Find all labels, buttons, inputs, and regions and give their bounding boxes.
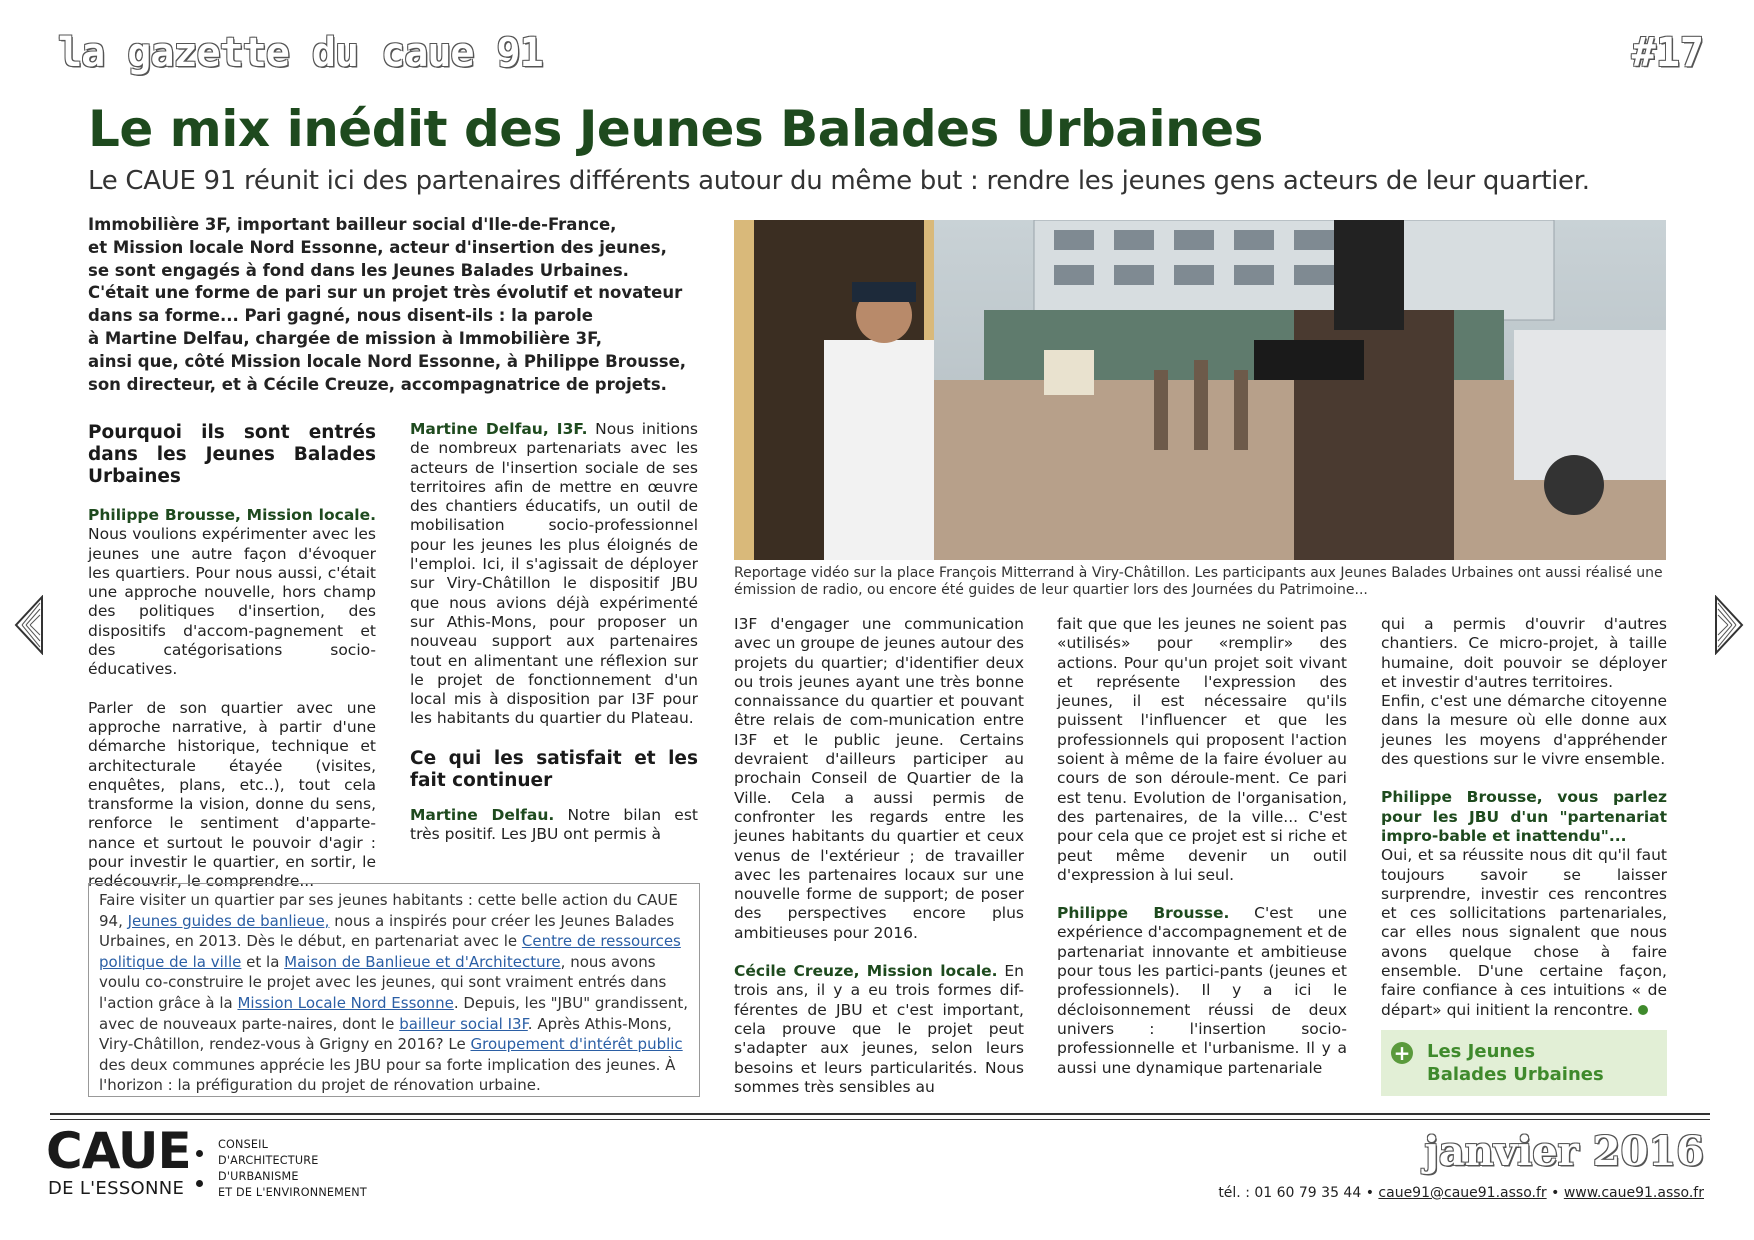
intro-line: son directeur, et à Cécile Creuze, accompagnatrice de projets.: [88, 374, 667, 394]
speaker-name: Philippe Brousse, Mission locale.: [88, 506, 376, 524]
jbu-link-button[interactable]: [1381, 1030, 1667, 1096]
paragraph-text: En trois ans, il y a eu trois formes dif-férentes de JBU et c'est important, cela prouve que le projet peut s'adapter aux jeunes, selon leurs besoins et leurs particularités. Nous sommes très sensibles au: [734, 962, 1024, 1096]
jbu-label-line: Balades Urbaines: [1427, 1064, 1604, 1085]
paragraph: Parler de son quartier avec une approche narrative, à partir d'une démarche historique, technique et architecturale étayée (visites, enquêtes, plans, etc..), tout cela transforme la vision, donne du sens, renforce le sentiment d'apparte-nance et surtout le pouvoir d'agir : pour investir le quartier, en sortir, le redécouvrir, le comprendre...: [88, 698, 376, 891]
paragraph-text: C'est une expérience d'accompagnement et de partenariat innovante et ambitieuse pour tous les partici-pants (jeunes et professionnels). Il y a ici le décloisonnement réussi de deux univers : l'insertion socio-professionnelle et l'urbanisme. Il y a aussi une dynamique partenariale: [1057, 904, 1347, 1077]
email-link[interactable]: caue91@caue91.asso.fr: [1378, 1185, 1547, 1201]
intro-line: C'était une forme de pari sur un projet très évolutif et novateur: [88, 283, 683, 303]
column-5: [1381, 615, 1667, 1020]
intro-line: se sont engagés à fond dans les Jeunes Balades Urbaines.: [88, 260, 629, 280]
intro-line: Immobilière 3F, important bailleur social d'Ile-de-France,: [88, 215, 617, 234]
paragraph: Enfin, c'est une démarche citoyenne dans la mesure où elle donne aux jeunes les moyens d'appréhender des questions sur le vivre ensemble.: [1381, 692, 1667, 769]
intro-line: ainsi que, côté Mission locale Nord Essonne, à Philippe Brousse,: [88, 351, 687, 371]
separator: •: [1546, 1185, 1564, 1201]
link-bailleur-i3f[interactable]: bailleur social I3F: [399, 1014, 528, 1033]
paragraph: [1381, 846, 1667, 1020]
intro-line: et Mission locale Nord Essonne, acteur d'insertion des jeunes,: [88, 237, 667, 257]
caue-desc-line: ET DE L'ENVIRONNEMENT: [218, 1186, 367, 1199]
plus-circle-icon: +: [1391, 1042, 1413, 1064]
paragraph-text: Oui, et sa réussite nous dit qu'il faut toujours savoir se laisser surprendre, investir ces rencontres et ces sollicitations partenariales, car elles nous signalent que nous avons quelque chose à faire ensemble. D'une certaine façon, faire confiance à ces intuitions « de départ» qui initient la rencontre.: [1381, 846, 1667, 1019]
section-heading: Ce qui les satisfait et les fait continuer: [410, 747, 698, 791]
speaker-name: Martine Delfau.: [410, 805, 555, 824]
paragraph: [410, 420, 698, 729]
link-maison-banlieue[interactable]: Maison de Banlieue et d'Architecture: [284, 952, 561, 971]
column-3: [734, 615, 1024, 1097]
paragraph-text: Nous voulions expérimenter avec les jeunes une autre façon d'évoquer les quartiers. Pour nous aussi, c'était une approche nouvelle, hors champ des politiques d'insertion, des dispositifs d'accom-pagnement et des catégorisations socio-éducatives.: [88, 525, 376, 679]
caue-desc-line: D'ARCHITECTURE: [218, 1154, 319, 1167]
caue-description: [218, 1137, 367, 1201]
info-box: [88, 883, 700, 1097]
article-subtitle: Le CAUE 91 réunit ici des partenaires différents autour du même but : rendre les jeunes gens acteurs de leur quartier.: [88, 166, 1590, 196]
logo-colon: [196, 1142, 204, 1192]
paragraph: fait que que les jeunes ne soient pas «utilisés» pour «remplir» des actions. Pour qu'un projet soit vivant et représente l'expression des jeunes, il est nécessaire qu'ils puissent l'influencer et que les professionnels qui proposent l'action soient à même de la faire évoluer au cours de son déroule-ment. Ce pari est tenu. Evolution de l'organisation, des partenaires, de la ville... C'est pour cela que ce projet est si riche et peut même devenir un outil d'expression à lui seul.: [1057, 615, 1347, 884]
photo-illustration: [734, 220, 1666, 560]
caue-logo: CAUE: [46, 1122, 191, 1180]
box-text: nous a inspirés pour créer les Jeunes Balades Urbaines, en 2013. Dès le début, en partenariat avec le: [99, 911, 675, 951]
caue-desc-line: D'URBANISME: [218, 1170, 299, 1183]
intro-paragraph: [88, 214, 688, 396]
link-centre-ressources[interactable]: Centre de ressources politique de la ville: [99, 932, 681, 971]
section-heading: Pourquoi ils sont entrés dans les Jeunes Balades Urbaines: [88, 422, 376, 487]
paragraph-text: Nous initions de nombreux partenariats avec les acteurs de l'insertion sociale de ses territoires afin de mettre en œuvre des chantiers éducatifs, un outil de mobilisation socio-professionnel pour les jeunes les plus éloignés de l'emploi. Ici, il s'agissait de déployer sur Viry-Châtillon le dispositif JBU que nous avions déjà expérimenté sur Athis-Mons, pour proposer un nouveau support aux partenaires tout en alimentant une réflexion sur le projet de fonctionnement d'un local mis à disposition par I3F pour les habitants du quartier du Plateau.: [410, 420, 698, 728]
publication-name: la gazette du caue 91: [58, 30, 543, 76]
link-jeunes-guides[interactable]: Jeunes guides de banlieue,: [127, 911, 330, 930]
paragraph: qui a permis d'ouvrir d'autres chantiers. Ce micro-projet, à taille humaine, doit pouvoir se déployer et investir d'autres territoires.: [1381, 615, 1667, 691]
next-page-button[interactable]: [1714, 595, 1744, 655]
intro-line: à Martine Delfau, chargée de mission à Immobilière 3F,: [88, 328, 603, 348]
column-2: [410, 420, 698, 844]
column-1: [88, 422, 376, 892]
speaker-name: Cécile Creuze, Mission locale.: [734, 962, 998, 981]
separator: •: [1361, 1185, 1379, 1201]
caue-logo-subtitle: DE L'ESSONNE: [48, 1178, 185, 1199]
box-text: et la: [241, 952, 285, 971]
link-mission-locale[interactable]: Mission Locale Nord Essonne: [237, 993, 454, 1012]
interview-question: Philippe Brousse, vous parlez pour les JBU d'un "partenariat impro-bable et inattendu"...: [1381, 788, 1667, 845]
box-text: Faire visiter un quartier par ses jeunes habitants : cette belle action du CAUE 94,: [99, 891, 678, 930]
article-photo: [734, 220, 1666, 560]
website-link[interactable]: www.caue91.asso.fr: [1563, 1185, 1704, 1201]
speaker-name: Philippe Brousse.: [1057, 904, 1230, 923]
link-groupement[interactable]: Groupement d'intérêt public: [470, 1035, 683, 1054]
prev-page-button[interactable]: [14, 595, 44, 655]
photo-caption: Reportage vidéo sur la place François Mitterrand à Viry-Châtillon. Les participants aux Jeunes Balades Urbaines ont aussi réalisé une émission de radio, ou encore été guides de leur quartier lors des Journées du Patrimoine...: [734, 565, 1663, 598]
paragraph: I3F d'engager une communication avec un groupe de jeunes autour des projets du quartier; d'identifier deux ou trois jeunes ayant une très bonne connaissance du quartier et pouvant être relais de com-munication entre I3F et le public jeune. Certains devraient d'ailleurs participer au prochain Conseil de Quartier de la Ville. Cela a aussi permis de confronter les regards entre les jeunes habitants du quartier et ceux venus de l'extérieur ; de travailler avec les partenaires locaux sur une nouvelle forme de support; de poser des perspectives encore plus ambitieuses pour 2016.: [734, 615, 1024, 942]
paragraph: [410, 806, 698, 845]
end-mark-icon: [1638, 1005, 1648, 1015]
phone-number: tél. : 01 60 79 35 44: [1218, 1185, 1362, 1201]
jbu-button-label: [1427, 1040, 1604, 1086]
speaker-name: Martine Delfau, I3F.: [410, 420, 588, 438]
paragraph: [1057, 904, 1347, 1078]
right-triangle-arrow-icon: [1714, 595, 1744, 655]
paragraph: [734, 962, 1024, 1097]
issue-date: janvier 2016: [1424, 1128, 1704, 1175]
box-text: . Depuis, les "JBU" grandissent, avec de nouveaux parte-naires, dont le: [99, 993, 689, 1033]
contact-info: [1218, 1185, 1704, 1201]
left-triangle-arrow-icon: [14, 595, 44, 655]
article-title: Le mix inédit des Jeunes Balades Urbaines: [88, 100, 1263, 158]
box-text: , nous avons voulu co-construire le projet avec les jeunes, qui sont vraiment entrés dans l'action grâce à la: [99, 952, 667, 1012]
column-4: [1057, 615, 1347, 1078]
footer-rule: [50, 1113, 1710, 1115]
caue-desc-line: CONSEIL: [218, 1138, 269, 1151]
issue-number: #17: [1631, 30, 1704, 76]
intro-line: dans sa forme... Pari gagné, nous disent-ils : la parole: [88, 306, 593, 326]
box-text: des deux communes apprécie les JBU pour sa forte implication des jeunes. À l'horizon : la préfiguration du projet de rénovation urbaine.: [99, 1055, 676, 1095]
paragraph: [88, 506, 376, 680]
box-text: . Après Athis-Mons, Viry-Châtillon, rendez-vous à Grigny en 2016? Le: [99, 1014, 672, 1054]
jbu-label-line: Les Jeunes: [1427, 1041, 1536, 1062]
paragraph-text: Notre bilan est très positif. Les JBU ont permis à: [410, 805, 698, 844]
footer-rule: [50, 1119, 1710, 1120]
